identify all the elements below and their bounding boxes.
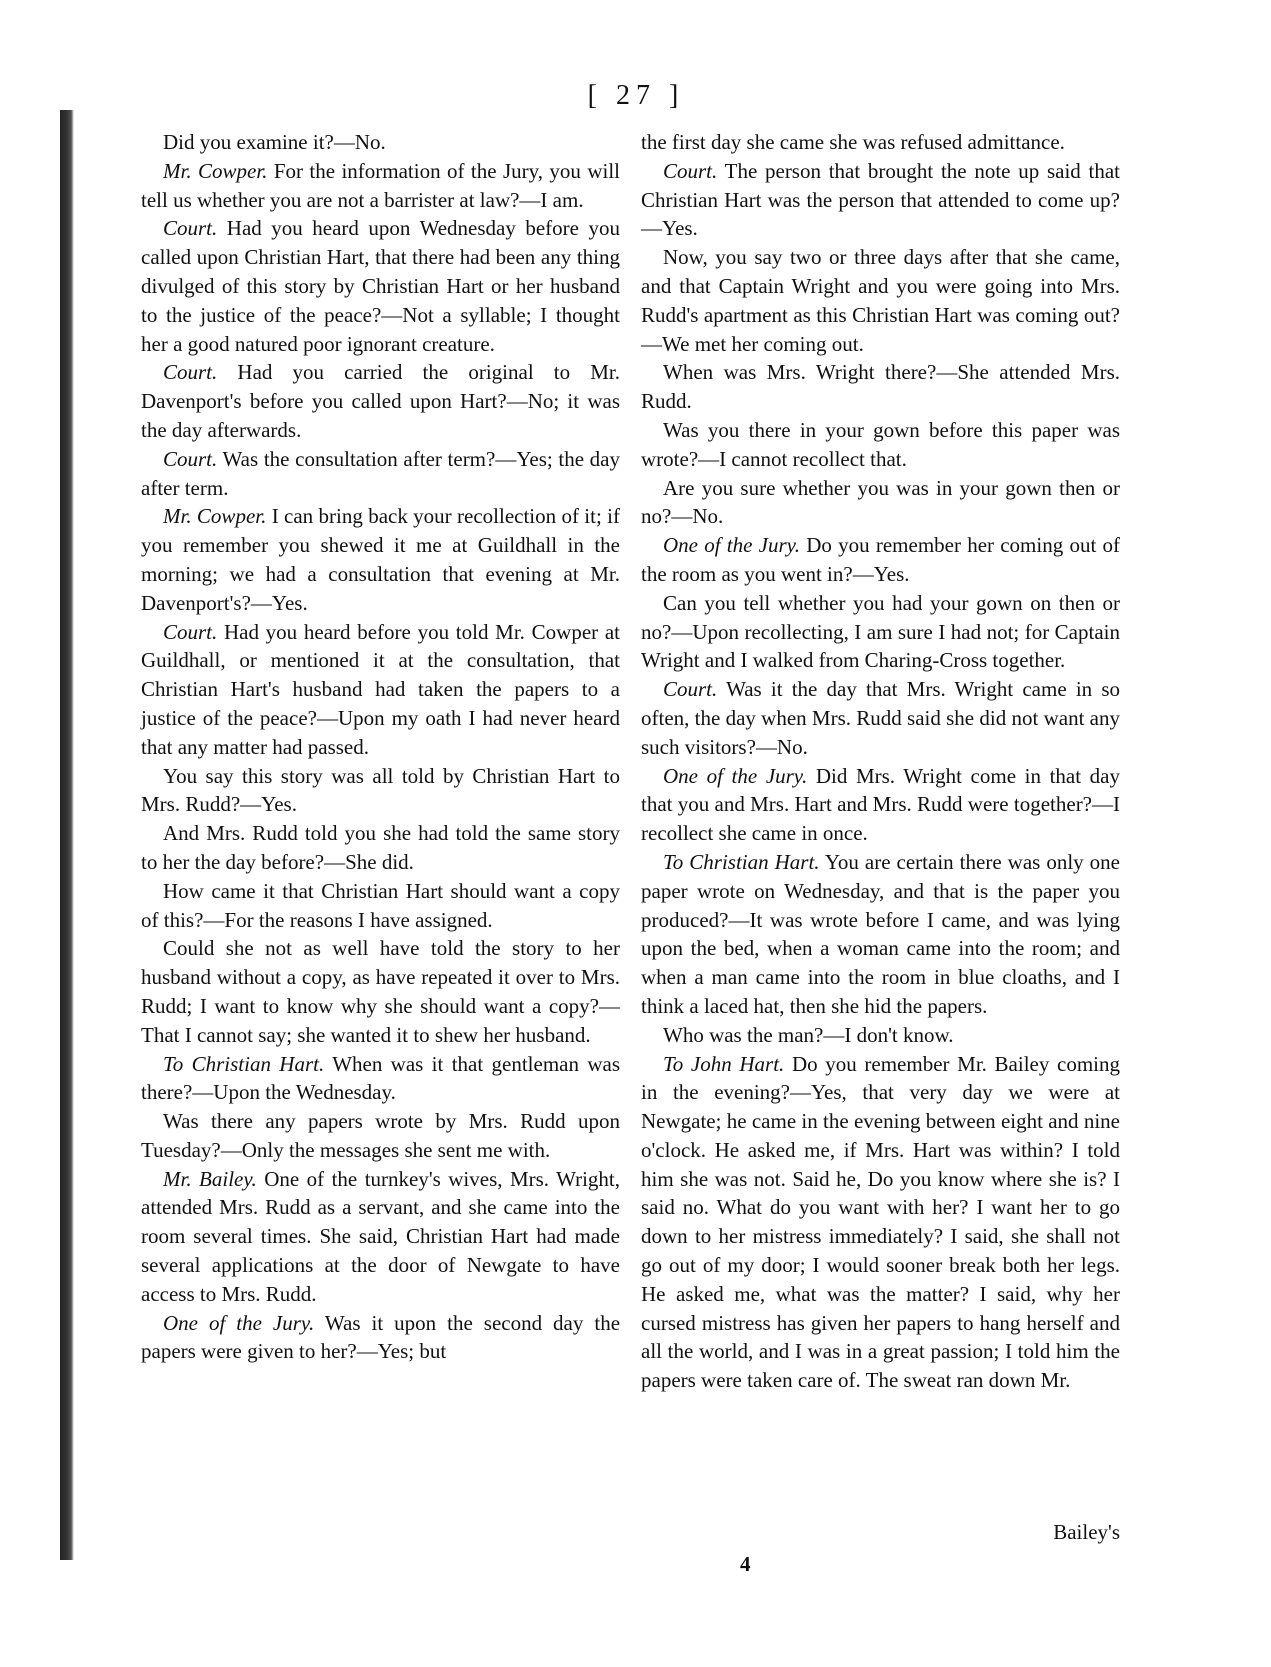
paragraph xyxy=(641,128,1120,157)
paragraph xyxy=(141,1165,620,1309)
speaker-label: To Christian Hart. xyxy=(663,849,820,874)
paragraph-text: Do you remember her coming out of the room as you went in?—Yes. xyxy=(641,533,1120,586)
paragraph-text: The person that brought the note up said that Christian Hart was the person that attended to come up?—Yes. xyxy=(641,158,1120,241)
speaker-label: Court. xyxy=(163,619,218,644)
speaker-label: Court. xyxy=(163,360,218,385)
paragraph xyxy=(141,502,620,617)
paragraph-text: Can you tell whether you had your gown on then or no?—Upon recollecting, I am sure I had not; for Captain Wright and I walked from Charing-Cross together. xyxy=(641,590,1120,673)
paragraph-text: You say this story was all told by Christian Hart to Mrs. Rudd?—Yes. xyxy=(141,763,620,817)
paragraph xyxy=(141,618,620,762)
paragraph-text: the first day she came she was refused admittance. xyxy=(641,130,1065,154)
paragraph xyxy=(141,157,620,215)
speaker-label: One of the Jury. xyxy=(163,1310,315,1335)
paragraph-text: Had you carried the original to Mr. Davenport's before you called upon Hart?—No; it was the day afterwards. xyxy=(141,360,621,442)
paragraph xyxy=(141,1050,620,1108)
paragraph-text: Who was the man?—I don't know. xyxy=(663,1022,954,1047)
speaker-label: Court. xyxy=(663,677,718,702)
page-binding-edge xyxy=(60,110,74,1560)
paragraph xyxy=(141,1309,620,1367)
speaker-label: Court. xyxy=(163,216,218,241)
right-column xyxy=(641,128,1120,1395)
speaker-label: To Christian Hart. xyxy=(163,1051,325,1076)
paragraph xyxy=(641,675,1120,761)
paragraph-text: Was it upon the second day the papers were given to her?—Yes; but xyxy=(141,1310,621,1364)
paragraph xyxy=(641,416,1120,474)
speaker-label: One of the Jury. xyxy=(663,763,808,788)
paragraph xyxy=(141,214,620,358)
paragraph xyxy=(141,128,620,157)
paragraph xyxy=(141,762,620,820)
paragraph-text: When was it that gentleman was there?—Upon the Wednesday. xyxy=(141,1051,620,1105)
paragraph-text: Was the consultation after term?—Yes; the day after term. xyxy=(141,446,621,500)
paragraph-text: You are certain there was only one paper wrote on Wednesday, and that is the paper you produced?—It was wrote before I came, and was lying upon the bed, when a woman came into the room; and when a man came into the room in blue cloaths, and I think a laced hat, then she hid the papers. xyxy=(641,849,1121,1018)
left-column xyxy=(141,128,620,1366)
paragraph xyxy=(641,358,1120,416)
paragraph xyxy=(641,1050,1120,1396)
paragraph-text: I can bring back your recollection of it; if you remember you shewed it me at Guildhall in the morning; we had a consultation that evening at Mr. Davenport's?—Yes. xyxy=(141,504,620,615)
page-number: [ 27 ] xyxy=(587,80,685,111)
paragraph-text: Was there any papers wrote by Mrs. Rudd upon Tuesday?—Only the messages she sent me with. xyxy=(141,1109,620,1162)
paragraph xyxy=(641,762,1120,848)
paragraph-text: Now, you say two or three days after that she came, and that Captain Wright and you were going into Mrs. Rudd's apartment as this Christian Hart was coming out?—We met her coming out. xyxy=(641,245,1120,356)
paragraph-text: Had you heard before you told Mr. Cowper at Guildhall, or mentioned it at the consultation, that Christian Hart's husband had taken the papers to a justice of the peace?—Upon my oath I had never heard that any matter had passed. xyxy=(141,619,620,759)
speaker-label: Court. xyxy=(663,158,718,183)
paragraph-text: When was Mrs. Wright there?—She attended Mrs. Rudd. xyxy=(641,360,1120,414)
speaker-label: One of the Jury. xyxy=(663,533,801,558)
paragraph-text: Had you heard upon Wednesday before you called upon Christian Hart, that there had been any thing divulged of this story by Christian Hart or her husband to the justice of the peace?—Not a syllable; I thought her a good natured poor ignorant creature. xyxy=(141,216,620,356)
paragraph xyxy=(641,157,1120,243)
paragraph xyxy=(641,243,1120,358)
paragraph xyxy=(141,445,620,503)
paragraph xyxy=(141,819,620,877)
paragraph-text: Are you sure whether you was in your gown then or no?—No. xyxy=(641,475,1120,529)
paragraph xyxy=(641,589,1120,675)
paragraph-text: And Mrs. Rudd told you she had told the same story to her the day before?—She did. xyxy=(141,821,620,874)
paragraph-text: One of the turnkey's wives, Mrs. Wright, attended Mrs. Rudd as a servant, and she came into the room several times. She said, Christian Hart had made several applications at the door of Newgate to have access to Mrs. Rudd. xyxy=(141,1166,620,1306)
paragraph xyxy=(141,358,620,444)
paragraph xyxy=(641,1021,1120,1050)
paragraph xyxy=(641,848,1120,1021)
paragraph-text: Was you there in your gown before this paper was wrote?—I cannot recollect that. xyxy=(641,417,1120,471)
paragraph-text: For the information of the Jury, you will tell us whether you are not a barrister at law?—I am. xyxy=(141,158,620,212)
paragraph-text: Do you remember Mr. Bailey coming in the evening?—Yes, that very day we were at Newgate; he came in the evening between eight and nine o'clock. He asked me, if Mrs. Hart was within? I told him she was not. Said he, Do you know where she is? I said no. What do you want with her? I want her to go down to her mistress immediately? I said, she shall not go out of my door; I would sooner break both her legs. He asked me, what was the matter? I said, why her cursed mistress has given her papers to hang herself and all the world, and I was in a great passion; I told him the papers were taken care of. The sweat ran down Mr. xyxy=(641,1051,1120,1393)
speaker-label: Mr. Bailey. xyxy=(163,1166,257,1191)
speaker-label: Mr. Cowper. xyxy=(163,158,268,183)
speaker-label: To John Hart. xyxy=(663,1051,785,1076)
paragraph xyxy=(641,474,1120,532)
paragraph-text: How came it that Christian Hart should want a copy of this?—For the reasons I have assigned. xyxy=(141,878,620,932)
paragraph xyxy=(141,877,620,935)
paragraph xyxy=(141,934,620,1049)
paragraph-text: Was it the day that Mrs. Wright came in so often, the day when Mrs. Rudd said she did not want any such visitors?—No. xyxy=(641,677,1121,759)
speaker-label: Mr. Cowper. xyxy=(163,504,267,529)
paragraph-text: Did you examine it?—No. xyxy=(163,130,386,154)
paragraph xyxy=(141,1107,620,1165)
signature-mark: 4 xyxy=(740,1552,751,1576)
paragraph-text: Did Mrs. Wright come in that day that you and Mrs. Hart and Mrs. Rudd were together?—I recollect she came in once. xyxy=(641,763,1121,846)
speaker-label: Court. xyxy=(163,446,218,471)
paragraph xyxy=(641,531,1120,589)
catchword: Bailey's xyxy=(1053,1520,1120,1544)
paragraph-text: Could she not as well have told the story to her husband without a copy, as have repeated it over to Mrs. Rudd; I want to know why she should want a copy?—That I cannot say; she wanted it to shew her husband. xyxy=(141,936,620,1047)
